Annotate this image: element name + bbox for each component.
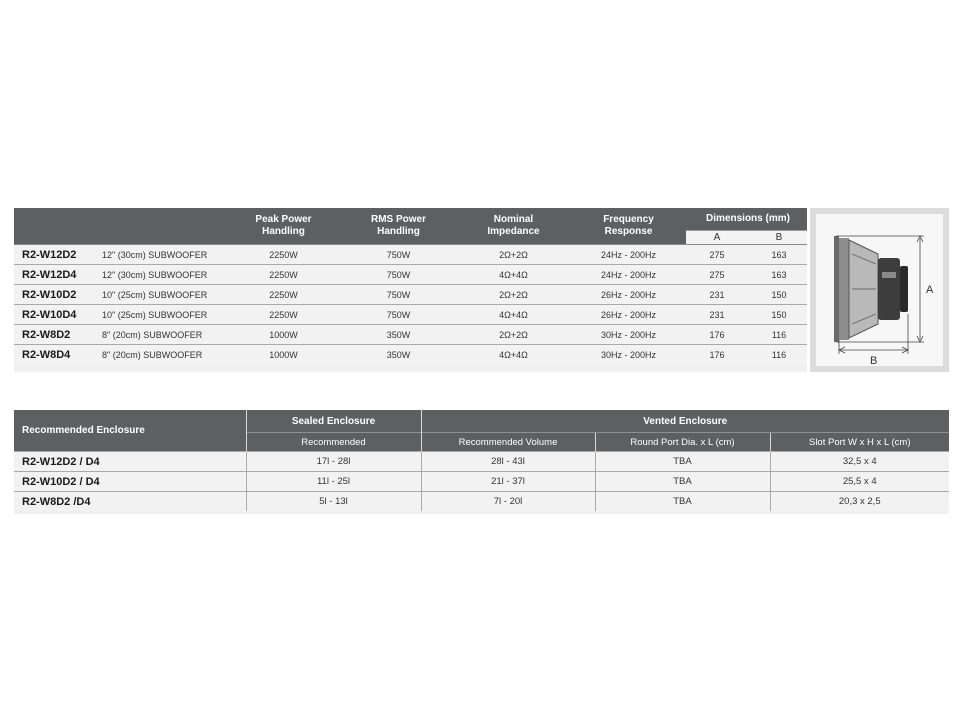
spec-cell-impedance: 4Ω+4Ω [456, 265, 571, 285]
magnet-highlight [882, 272, 896, 278]
spec-cell-model: R2-W10D4 [14, 305, 98, 325]
spec-cell-rms: 750W [341, 285, 456, 305]
spec-cell-b: 150 [748, 285, 810, 305]
spec-cell-peak: 2250W [226, 285, 341, 305]
enclosure-cell-sealed: 5l - 13l [246, 492, 421, 512]
header-dim-b: B [748, 231, 810, 245]
spec-cell-rms: 750W [341, 265, 456, 285]
spec-cell-impedance: 4Ω+4Ω [456, 345, 571, 365]
subwoofer-profile-diagram [816, 214, 943, 366]
header-recommended-enclosure: Recommended Enclosure [14, 410, 246, 452]
enclosure-body [14, 452, 949, 512]
spec-cell-rms: 750W [341, 245, 456, 265]
spec-cell-desc: 12" (30cm) SUBWOOFER [98, 245, 226, 265]
spec-cell-freq: 26Hz - 200Hz [571, 285, 686, 305]
header-frequency: Frequency Response [571, 208, 686, 245]
spec-cell-a: 275 [686, 265, 748, 285]
spec-cell-b: 116 [748, 345, 810, 365]
specifications-body [14, 245, 810, 365]
enclosure-cell-sealed: 11l - 25l [246, 472, 421, 492]
enclosure-row [14, 472, 949, 492]
spec-row [14, 265, 810, 285]
spec-cell-rms: 750W [341, 305, 456, 325]
spec-cell-a: 231 [686, 305, 748, 325]
spec-cell-desc: 10" (25cm) SUBWOOFER [98, 305, 226, 325]
enclosure-cell-slot: 20,3 x 2,5 [770, 492, 949, 512]
cone-rim [839, 238, 849, 340]
spec-cell-a: 231 [686, 285, 748, 305]
header-peak-power: Peak Power Handling [226, 208, 341, 245]
spec-cell-a: 275 [686, 245, 748, 265]
header-slot-port: Slot Port W x H x L (cm) [770, 433, 949, 452]
spec-row [14, 285, 810, 305]
enclosure-cell-round: TBA [595, 452, 770, 472]
spec-cell-impedance: 2Ω+2Ω [456, 325, 571, 345]
enclosure-panel [14, 410, 949, 514]
header-desc-blank [98, 208, 226, 245]
spec-row [14, 325, 810, 345]
spec-cell-peak: 2250W [226, 245, 341, 265]
spec-cell-desc: 12" (30cm) SUBWOOFER [98, 265, 226, 285]
enclosure-cell-slot: 32,5 x 4 [770, 452, 949, 472]
spec-cell-desc: 8" (20cm) SUBWOOFER [98, 325, 226, 345]
enclosure-cell-sealed: 17l - 28l [246, 452, 421, 472]
header-sealed-enclosure: Sealed Enclosure [246, 410, 421, 433]
enclosure-table [14, 410, 949, 511]
magnet [878, 258, 900, 320]
spec-cell-model: R2-W12D2 [14, 245, 98, 265]
spec-cell-peak: 1000W [226, 345, 341, 365]
enclosure-cell-vented: 7l - 20l [421, 492, 595, 512]
enclosure-cell-model: R2-W10D2 / D4 [14, 472, 246, 492]
spec-cell-freq: 24Hz - 200Hz [571, 265, 686, 285]
enclosure-cell-model: R2-W12D2 / D4 [14, 452, 246, 472]
spec-cell-impedance: 2Ω+2Ω [456, 285, 571, 305]
spec-cell-a: 176 [686, 345, 748, 365]
enclosure-row [14, 492, 949, 512]
header-impedance: Nominal Impedance [456, 208, 571, 245]
spec-cell-freq: 24Hz - 200Hz [571, 245, 686, 265]
spec-cell-freq: 30Hz - 200Hz [571, 345, 686, 365]
header-dimensions: Dimensions (mm) [686, 208, 810, 231]
enclosure-cell-slot: 25,5 x 4 [770, 472, 949, 492]
spec-row [14, 345, 810, 365]
spec-cell-peak: 1000W [226, 325, 341, 345]
spec-cell-model: R2-W12D4 [14, 265, 98, 285]
spec-cell-b: 150 [748, 305, 810, 325]
dim-b-label: B [870, 355, 878, 366]
enclosure-row [14, 452, 949, 472]
enclosure-cell-round: TBA [595, 472, 770, 492]
header-dim-a: A [686, 231, 748, 245]
spec-cell-a: 176 [686, 325, 748, 345]
spec-cell-b: 116 [748, 325, 810, 345]
header-sealed-recommended: Recommended [246, 433, 421, 452]
enclosure-cell-model: R2-W8D2 /D4 [14, 492, 246, 512]
spec-cell-desc: 10" (25cm) SUBWOOFER [98, 285, 226, 305]
header-round-port: Round Port Dia. x L (cm) [595, 433, 770, 452]
spec-row [14, 305, 810, 325]
specifications-table [14, 208, 810, 364]
spec-cell-impedance: 4Ω+4Ω [456, 305, 571, 325]
spec-cell-model: R2-W8D4 [14, 345, 98, 365]
enclosure-cell-vented: 28l - 43l [421, 452, 595, 472]
spec-cell-rms: 350W [341, 325, 456, 345]
spec-cell-peak: 2250W [226, 265, 341, 285]
dimension-diagram-panel [810, 208, 949, 372]
spec-cell-peak: 2250W [226, 305, 341, 325]
header-rms-power: RMS Power Handling [341, 208, 456, 245]
spec-cell-freq: 30Hz - 200Hz [571, 325, 686, 345]
spec-cell-b: 163 [748, 265, 810, 285]
spec-row [14, 245, 810, 265]
enclosure-cell-round: TBA [595, 492, 770, 512]
spec-cell-impedance: 2Ω+2Ω [456, 245, 571, 265]
specifications-panel [14, 208, 949, 372]
spec-cell-freq: 26Hz - 200Hz [571, 305, 686, 325]
magnet-cap [900, 266, 908, 312]
enclosure-cell-vented: 21l - 37l [421, 472, 595, 492]
spec-cell-model: R2-W10D2 [14, 285, 98, 305]
spec-cell-model: R2-W8D2 [14, 325, 98, 345]
header-model-blank [14, 208, 98, 245]
spec-cell-desc: 8" (20cm) SUBWOOFER [98, 345, 226, 365]
spec-cell-rms: 350W [341, 345, 456, 365]
mounting-flange [834, 236, 839, 342]
dim-a-label: A [926, 284, 934, 296]
header-vented-volume: Recommended Volume [421, 433, 595, 452]
header-vented-enclosure: Vented Enclosure [421, 410, 949, 433]
spec-cell-b: 163 [748, 245, 810, 265]
